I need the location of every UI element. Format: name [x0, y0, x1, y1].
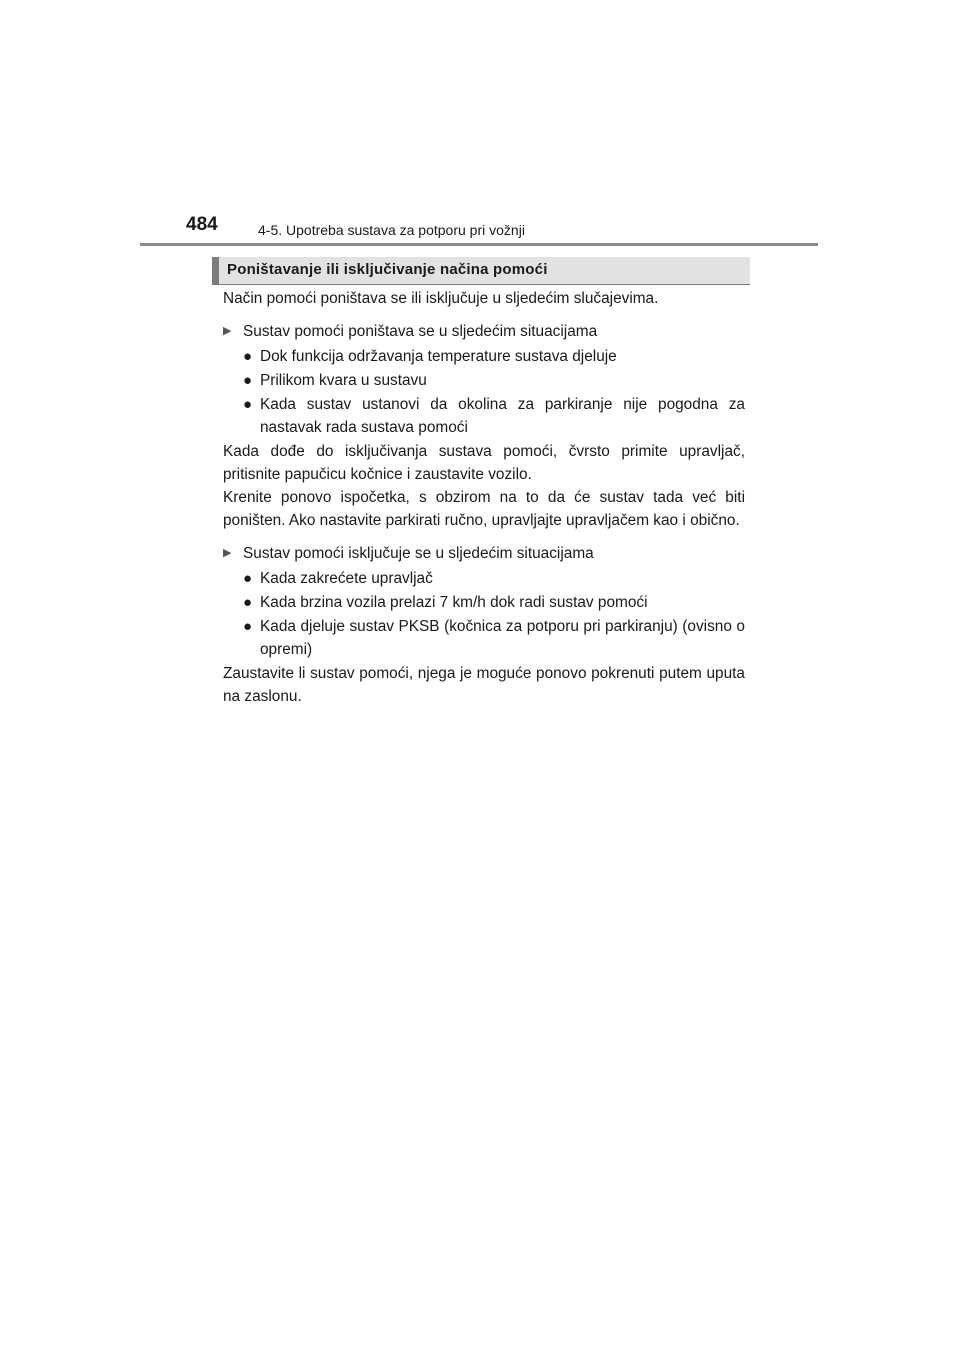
section-heading-bar — [212, 257, 750, 285]
list-item-text: Dok funkcija održavanja temperature sustava djeluje — [260, 348, 617, 365]
bullet-icon: ● — [243, 396, 253, 413]
bullet-icon: ● — [243, 618, 253, 635]
subheading-text: Sustav pomoći poništava se u sljedećim situacijama — [243, 323, 598, 340]
list-item — [243, 591, 745, 614]
list-item — [243, 567, 745, 590]
subheading-text: Sustav pomoći isključuje se u sljedećim situacijama — [243, 545, 594, 562]
list-item — [243, 369, 745, 392]
page-header — [140, 214, 818, 246]
bullet-icon: ● — [243, 372, 253, 389]
cancel-conditions-list — [243, 345, 745, 439]
list-item-text: Kada sustav ustanovi da okolina za parkiranje nije pogodna za nastavak rada sustava pomoći — [260, 396, 745, 436]
section-content — [223, 287, 745, 708]
intro-paragraph: Način pomoći poništava se ili isključuje u sljedećim slučajevima. — [223, 290, 659, 307]
header-divider — [140, 243, 818, 246]
note-paragraph: Kada dođe do isključivanja sustava pomoći, čvrsto primite upravljač, pritisnite papučicu kočnice i zaustavite vozilo. — [223, 443, 745, 483]
list-item — [243, 615, 745, 661]
bullet-icon: ● — [243, 594, 253, 611]
list-item — [243, 393, 745, 439]
list-item-text: Prilikom kvara u sustavu — [260, 372, 427, 389]
list-item — [243, 345, 745, 368]
triangle-right-icon: ▶ — [223, 547, 232, 559]
note-paragraph: Krenite ponovo ispočetka, s obzirom na to da će sustav tada već biti poništen. Ako nastavite parkirati ručno, upravljajte upravljačem kao i obično. — [223, 489, 745, 529]
bullet-icon: ● — [243, 570, 253, 587]
note-paragraph: Zaustavite li sustav pomoći, njega je moguće ponovo pokrenuti putem uputa na zaslonu. — [223, 665, 745, 705]
list-item-text: Kada djeluje sustav PKSB (kočnica za potporu pri parkiranju) (ovisno o opremi) — [260, 618, 745, 658]
section-bar-accent — [212, 257, 219, 284]
page-number: 484 — [186, 214, 218, 235]
triangle-right-icon: ▶ — [223, 325, 232, 337]
list-item-text: Kada brzina vozila prelazi 7 km/h dok radi sustav pomoći — [260, 594, 648, 611]
chapter-title: 4-5. Upotreba sustava za potporu pri vožnji — [258, 222, 525, 238]
subheading-off — [223, 542, 745, 565]
bullet-icon: ● — [243, 348, 253, 365]
off-conditions-list — [243, 567, 745, 661]
list-item-text: Kada zakrećete upravljač — [260, 570, 433, 587]
section-title: Poništavanje ili isključivanje načina pomoći — [227, 261, 548, 278]
subheading-cancel — [223, 320, 745, 343]
